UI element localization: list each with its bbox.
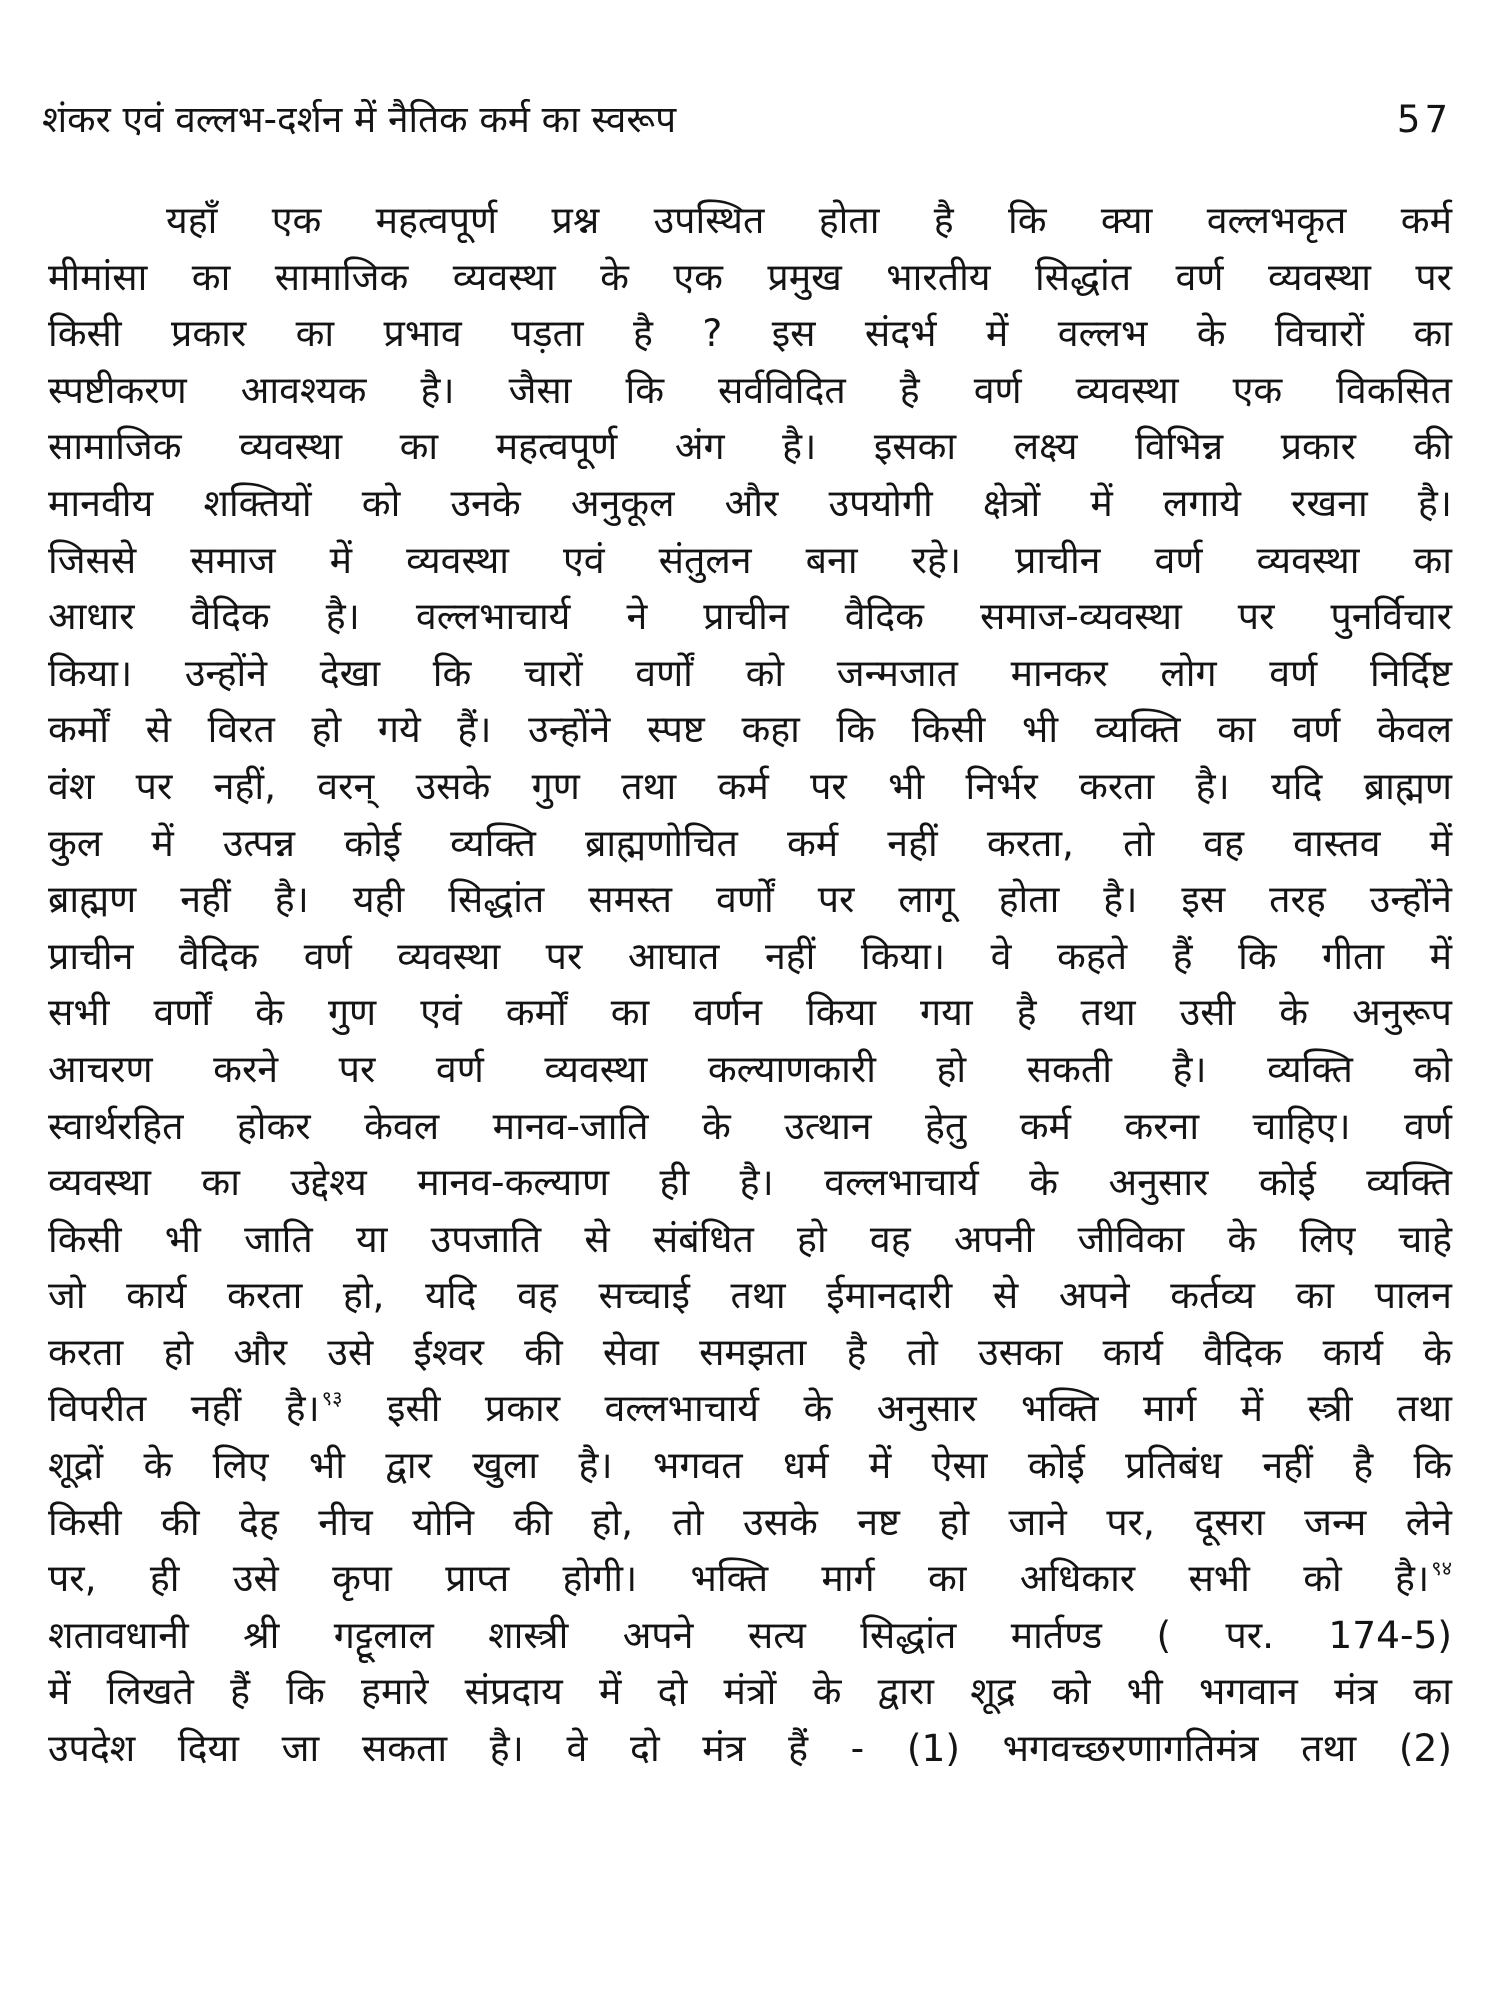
text-line: कर्मों से विरत हो गये हैं। उन्होंने स्पष्ट कहा कि किसी भी व्यक्ति का वर्ण केवल: [48, 707, 1452, 752]
text-line: किसी भी जाति या उपजाति से संबंधित हो वह अपनी जीविका के लिए चाहे: [48, 1216, 1452, 1261]
text-line: कुल में उत्पन्न कोई व्यक्ति ब्राह्मणोचित कर्म नहीं करता, तो वह वास्तव में: [48, 820, 1452, 865]
footnote-94-marker: ९४: [1431, 1556, 1452, 1581]
text-line: किसी प्रकार का प्रभाव पड़ता है ? इस संदर्भ में वल्लभ के विचारों का: [48, 311, 1452, 356]
text-line: स्वार्थरहित होकर केवल मानव-जाति के उत्थान हेतु कर्म करना चाहिए। वर्ण: [48, 1103, 1452, 1148]
text-line: जिससे समाज में व्यवस्था एवं संतुलन बना रहे। प्राचीन वर्ण व्यवस्था का: [48, 537, 1452, 582]
text-segment: इसी प्रकार वल्लभाचार्य के अनुसार भक्ति मार्ग में स्त्री तथा: [342, 1386, 1452, 1431]
page-number: 57: [1396, 98, 1452, 141]
text-line: [48, 1380, 1452, 1437]
text-line: में लिखते हैं कि हमारे संप्रदाय में दो मंत्रों के द्वारा शूद्र को भी भगवान मंत्र का: [48, 1669, 1452, 1714]
text-line: व्यवस्था का उद्देश्य मानव-कल्याण ही है। वल्लभाचार्य के अनुसार कोई व्यक्ति: [48, 1160, 1452, 1205]
text-line: शूद्रों के लिए भी द्वार खुला है। भगवत धर्म में ऐसा कोई प्रतिबंध नहीं है कि: [48, 1443, 1452, 1488]
text-segment: विपरीत नहीं है।: [48, 1386, 320, 1431]
text-line: ब्राह्मण नहीं है। यही सिद्धांत समस्त वर्णों पर लागू होता है। इस तरह उन्होंने: [48, 877, 1452, 922]
text-line: सामाजिक व्यवस्था का महत्वपूर्ण अंग है। इसका लक्ष्य विभिन्न प्रकार की: [48, 424, 1452, 469]
text-line: प्राचीन वैदिक वर्ण व्यवस्था पर आघात नहीं किया। वे कहते हैं कि गीता में: [48, 933, 1452, 978]
text-line: आचरण करने पर वर्ण व्यवस्था कल्याणकारी हो सकती है। व्यक्ति को: [48, 1046, 1452, 1091]
text-line: किया। उन्होंने देखा कि चारों वर्णों को जन्मजात मानकर लोग वर्ण निर्दिष्ट: [48, 650, 1452, 695]
text-line: करता हो और उसे ईश्वर की सेवा समझता है तो उसका कार्य वैदिक कार्य के: [48, 1329, 1452, 1374]
running-header: [42, 92, 1452, 148]
text-line: मीमांसा का सामाजिक व्यवस्था के एक प्रमुख भारतीय सिद्धांत वर्ण व्यवस्था पर: [48, 254, 1452, 299]
text-line: यहाँ एक महत्वपूर्ण प्रश्न उपस्थित होता है कि क्या वल्लभकृत कर्म: [166, 198, 1452, 242]
text-line: मानवीय शक्तियों को उनके अनुकूल और उपयोगी क्षेत्रों में लगाये रखना है।: [48, 480, 1452, 525]
text-line: स्पष्टीकरण आवश्यक है। जैसा कि सर्वविदित है वर्ण व्यवस्था एक विकसित: [48, 367, 1452, 412]
text-line: जो कार्य करता हो, यदि वह सच्चाई तथा ईमानदारी से अपने कर्तव्य का पालन: [48, 1273, 1452, 1318]
text-line: वंश पर नहीं, वरन् उसके गुण तथा कर्म पर भी निर्भर करता है। यदि ब्राह्मण: [48, 763, 1452, 808]
text-line: सभी वर्णों के गुण एवं कर्मों का वर्णन किया गया है तथा उसी के अनुरूप: [48, 990, 1452, 1035]
text-line: उपदेश दिया जा सकता है। वे दो मंत्र हैं - (1) भगवच्छरणागतिमंत्र तथा (2): [48, 1726, 1452, 1771]
text-line: [48, 1550, 1452, 1607]
chapter-title: शंकर एवं वल्लभ-दर्शन में नैतिक कर्म का स्वरूप: [42, 98, 677, 141]
footnote-93-marker: ९३: [321, 1386, 343, 1411]
paragraph: [48, 192, 1452, 1777]
text-line: आधार वैदिक है। वल्लभाचार्य ने प्राचीन वैदिक समाज-व्यवस्था पर पुनर्विचार: [48, 594, 1452, 639]
text-segment: पर, ही उसे कृपा प्राप्त होगी। भक्ति मार्ग का अधिकार सभी को है।: [48, 1556, 1430, 1601]
text-line: किसी की देह नीच योनि की हो, तो उसके नष्ट हो जाने पर, दूसरा जन्म लेने: [48, 1499, 1452, 1544]
text-line: शतावधानी श्री गट्टूलाल शास्त्री अपने सत्य सिद्धांत मार्तण्ड ( पर. 174-5): [48, 1612, 1452, 1657]
